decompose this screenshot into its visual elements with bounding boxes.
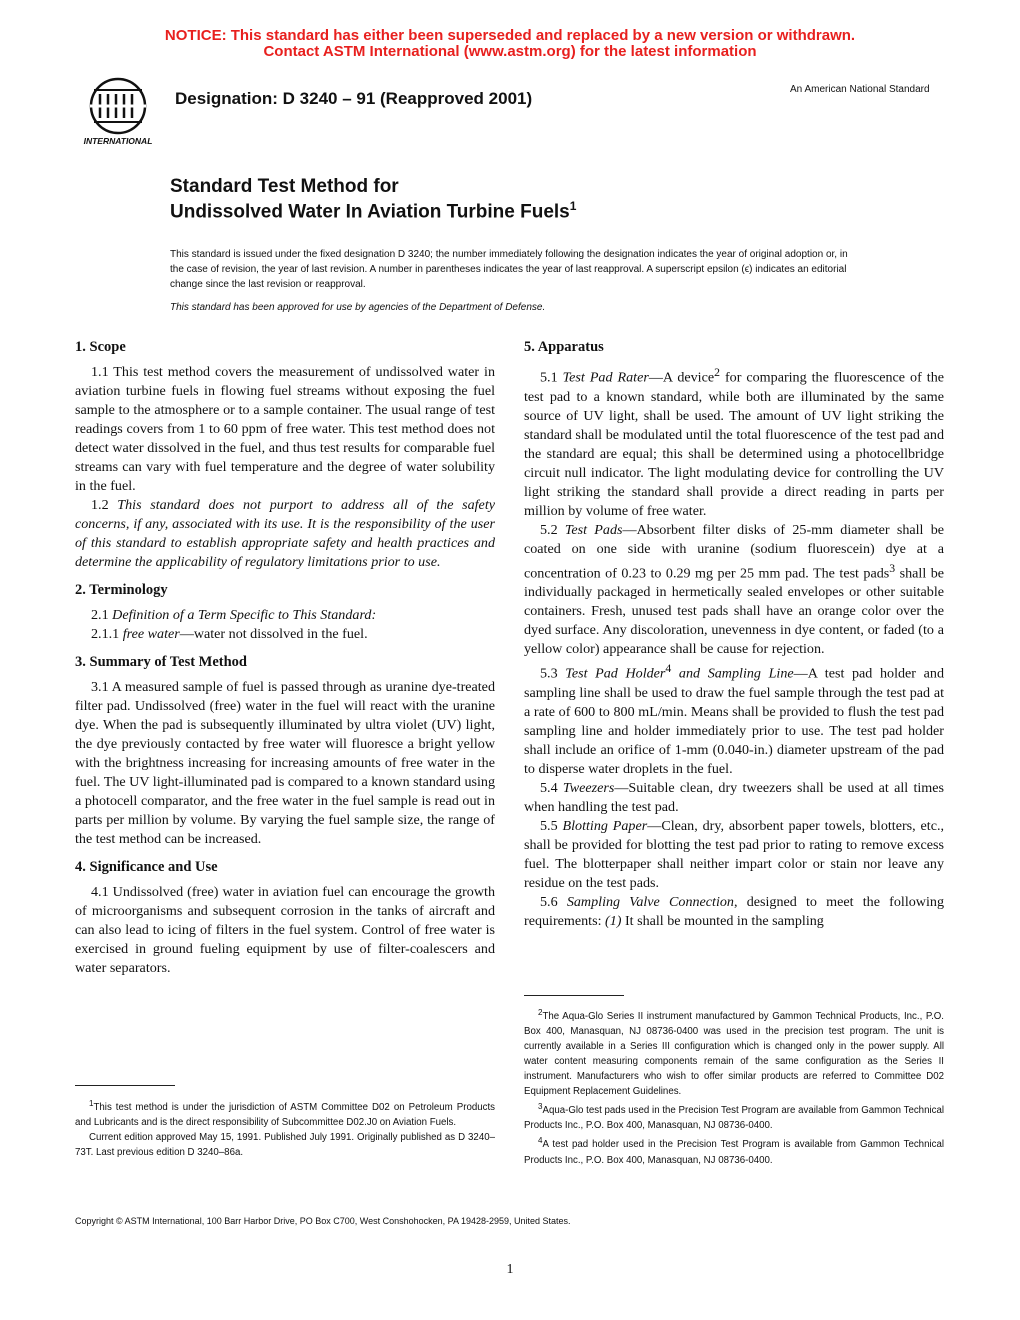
para-number: 5.3 <box>540 666 558 683</box>
footnote-2 <box>524 1005 944 1099</box>
footnote-4 <box>524 1133 944 1167</box>
astm-logo <box>76 74 160 150</box>
para-1-2 <box>75 496 495 572</box>
para-2-1-1 <box>75 625 495 644</box>
footnote-ref: 3 <box>889 561 896 575</box>
footnote-text: This test method is under the jurisdiction of ASTM Committee D02 on Petroleum Products and Lubricants and is the direct responsibility of Subcommittee D02.J0 on Aviation Fuels. <box>75 1102 495 1129</box>
footnote-mark: 1 <box>89 1099 94 1108</box>
para-number: 2.1 <box>91 607 109 623</box>
footnotes-left <box>75 1096 495 1160</box>
logo-caption: INTERNATIONAL <box>83 136 153 146</box>
footnote-separator <box>75 1085 175 1086</box>
title-text: Undissolved Water In Aviation Turbine Fuels <box>170 201 570 223</box>
footnote-mark: 2 <box>538 1008 543 1017</box>
para-text: —Absorbent filter disks of 25-mm diameter shall be coated on one side with uranine (sodium fluorescein) dye at a concentration of 0.23 to 0.29 mg per 25 mm pad. The test pads <box>524 521 944 582</box>
para-number: 5.5 <box>540 818 558 835</box>
footnote-1 <box>75 1096 495 1130</box>
issued-note: This standard is issued under the fixed designation D 3240; the number immediately following the designation indicates the year of original adoption or, in the case of revision, the year of last revision. A number in parentheses indicates the year of last reapproval. A superscript epsilon (ϵ) indicates an editorial change since the last revision or reapproval. <box>170 249 848 290</box>
notice-line-2: Contact ASTM International (www.astm.org) for the latest information <box>263 43 757 60</box>
title-line-1: Standard Test Method for <box>170 176 399 197</box>
footnote-3 <box>524 1099 944 1133</box>
para-1-1: 1.1 This test method covers the measurement of undissolved water in aviation turbine fuels in flowing fuel streams without exposing the fuel sample to the atmosphere or to a sample container. The usual range of test readings covers from 1 to 60 ppm of free water. This test method does not detect water dissolved in the fuel, and thus test results for comparable fuel streams can vary with fuel temperature and the degree of water solubility in the fuel. <box>75 364 495 494</box>
para-text: —water not dissolved in the fuel. <box>179 626 368 642</box>
designation: Designation: D 3240 – 91 (Reapproved 2001) <box>175 89 533 108</box>
para-number: 2.1.1 <box>91 626 120 642</box>
footnote-ref: 4 <box>665 662 672 676</box>
section-heading-significance: 4. Significance and Use <box>75 859 218 875</box>
term: Test Pad Rater <box>562 369 649 386</box>
section-heading-apparatus: 5. Apparatus <box>524 339 604 355</box>
footnote-1-edition: Current edition approved May 15, 1991. Published July 1991. Originally published as D 3240–73T. Last previous edition D 3240–86a. <box>75 1132 495 1159</box>
para-4-1: 4.1 Undissolved (free) water in aviation fuel can encourage the growth of microorganisms and subsequent corrosion in the tanks of aircraft and can also lead to icing of filters in the fuel system. Control of free water is exercised in ground fueling equipment by use of filter-coalescers and water separators. <box>75 884 495 976</box>
list-item-marker: (1) <box>605 913 622 930</box>
right-column <box>524 338 944 931</box>
term: Blotting Paper <box>562 818 648 835</box>
term: Sampling Valve Connection <box>566 894 734 911</box>
footnote-text: A test pad holder used in the Precision Test Program is available from Gammon Technical Products Inc., P.O. Box 400, Manasquan, NJ 08736-0400. <box>524 1139 944 1166</box>
para-text: —Clean, dry, absorbent paper towels, blotters, etc., shall be provided for blotting the test pad prior to rating to remove excess fuel. The blotterpaper shall neither impart color or stain nor leave any residue on the test pads. <box>524 818 944 892</box>
footnote-mark: 3 <box>538 1102 543 1112</box>
para-text: —A test pad holder and sampling line shall be used to draw the fuel sample through the test pad at a rate of 600 to 800 mL/min. Means shall be provided to flush the test pad sampling line and holder immediately prior to use. The test pad holder shall include an orifice of 1-mm (0.040-in.) diameter upstream of the pad to disperse water droplets in the fuel. <box>524 666 944 778</box>
copyright: Copyright © ASTM International, 100 Barr Harbor Drive, PO Box C700, West Conshohocken, PA 19428-2959, United States. <box>75 1216 571 1226</box>
para-text: This standard does not purport to address all of the safety concerns, if any, associated with its use. It is the responsibility of the user of this standard to establish appropriate safety and health practices and determine the applicability of regulatory limitations prior to use. <box>75 497 495 570</box>
para-text: —A device <box>648 369 715 386</box>
para-text: It shall be mounted in the sampling <box>621 913 824 930</box>
term: free water <box>122 626 180 642</box>
para-number: 5.2 <box>540 521 558 538</box>
para-5-3 <box>524 659 944 779</box>
footnote-mark: 4 <box>538 1136 543 1146</box>
para-text: Definition of a Term Specific to This Standard: <box>112 607 377 623</box>
para-5-4 <box>524 779 944 817</box>
term: Test Pad Holder <box>565 666 666 683</box>
approved-note: This standard has been approved for use by agencies of the Department of Defense. <box>170 302 546 313</box>
para-text: , designed to meet the following requirements: <box>524 894 944 930</box>
para-5-6 <box>524 893 944 931</box>
para-number: 5.6 <box>540 894 558 911</box>
term: and Sampling Line <box>671 666 794 683</box>
para-text: shall be individually packaged in hermetically sealed envelopes or other suitable containers. Fresh, unused test pads shall have an orange color over the dyed surface. Any discoloration, unevenness in dye content, or faded (to a yellow color) appearance shall be cause for rejection. <box>524 565 945 658</box>
term: Tweezers <box>562 780 615 797</box>
para-text: —Suitable clean, dry tweezers shall be used at all times when handling the test pad. <box>524 780 944 816</box>
section-heading-scope: 1. Scope <box>75 339 126 355</box>
section-heading-summary: 3. Summary of Test Method <box>75 654 247 670</box>
para-3-1: 3.1 A measured sample of fuel is passed through as uranine dye-treated filter pad. Undissolved (free) water in the fuel will react with the uranine dye. When the pad is subsequently illuminated by ultra violet (UV) light, the dye previously contacted by free water will fluoresce a bright yellow with the brightness increasing for increasing amounts of free water in the fuel. The UV light-illuminated pad is compared to a known standard using a photocell comparator, and the free water in the fuel sample is read out in parts per million by volume. By varying the fuel sample size, the range of the test method can be increased. <box>75 679 495 847</box>
national-standard-label: An American National Standard <box>790 84 930 95</box>
left-column <box>75 338 495 978</box>
term: Test Pads <box>564 521 623 538</box>
para-5-2 <box>524 521 944 660</box>
para-2-1 <box>75 606 495 625</box>
para-number: 1.2 <box>91 497 109 513</box>
section-heading-terminology: 2. Terminology <box>75 582 168 598</box>
para-number: 5.1 <box>540 369 558 386</box>
para-5-1 <box>524 363 944 521</box>
title-footnote-mark: 1 <box>569 199 577 213</box>
para-text: for comparing the fluorescence of the test pad to a known standard, while both are illuminated by the same source of UV light, shall be used. The amount of UV light striking the standard shall be modulated until the total fluorescence of the test pad and the standard are equal; this shall be determined using a photocellbridge circuit null indicator. The light modulating device for controlling the UV light striking the standard shall provide a direct reading in parts per million by volume of free water. <box>524 369 944 519</box>
footnote-separator <box>524 995 624 996</box>
page-number: 1 <box>506 1262 514 1277</box>
footnote-text: Aqua-Glo test pads used in the Precision Test Program are available from Gammon Technical Products Inc., P.O. Box 400, Manasquan, NJ 08736-0400. <box>524 1105 944 1132</box>
para-5-5 <box>524 817 944 893</box>
footnote-ref: 2 <box>714 366 720 379</box>
footnote-text: The Aqua-Glo Series II instrument manufactured by Gammon Technical Products, Inc., P.O. Box 400, Manasquan, NJ 08736-0400 was used in the precision test program. The unit is currently available in a Series III configuration which is changed only in the power supply. All water content measuring components remain of the same configuration as the Series II instrument. Manufacturers who wish to offer similar products are referred to Committee D02 Equipment Replacement Guidelines. <box>524 1011 944 1098</box>
notice-line-1: NOTICE: This standard has either been superseded and replaced by a new version or withdrawn. <box>164 27 856 44</box>
para-number: 5.4 <box>540 780 558 797</box>
title-line-2 <box>170 199 576 223</box>
footnotes-right <box>524 1005 944 1168</box>
